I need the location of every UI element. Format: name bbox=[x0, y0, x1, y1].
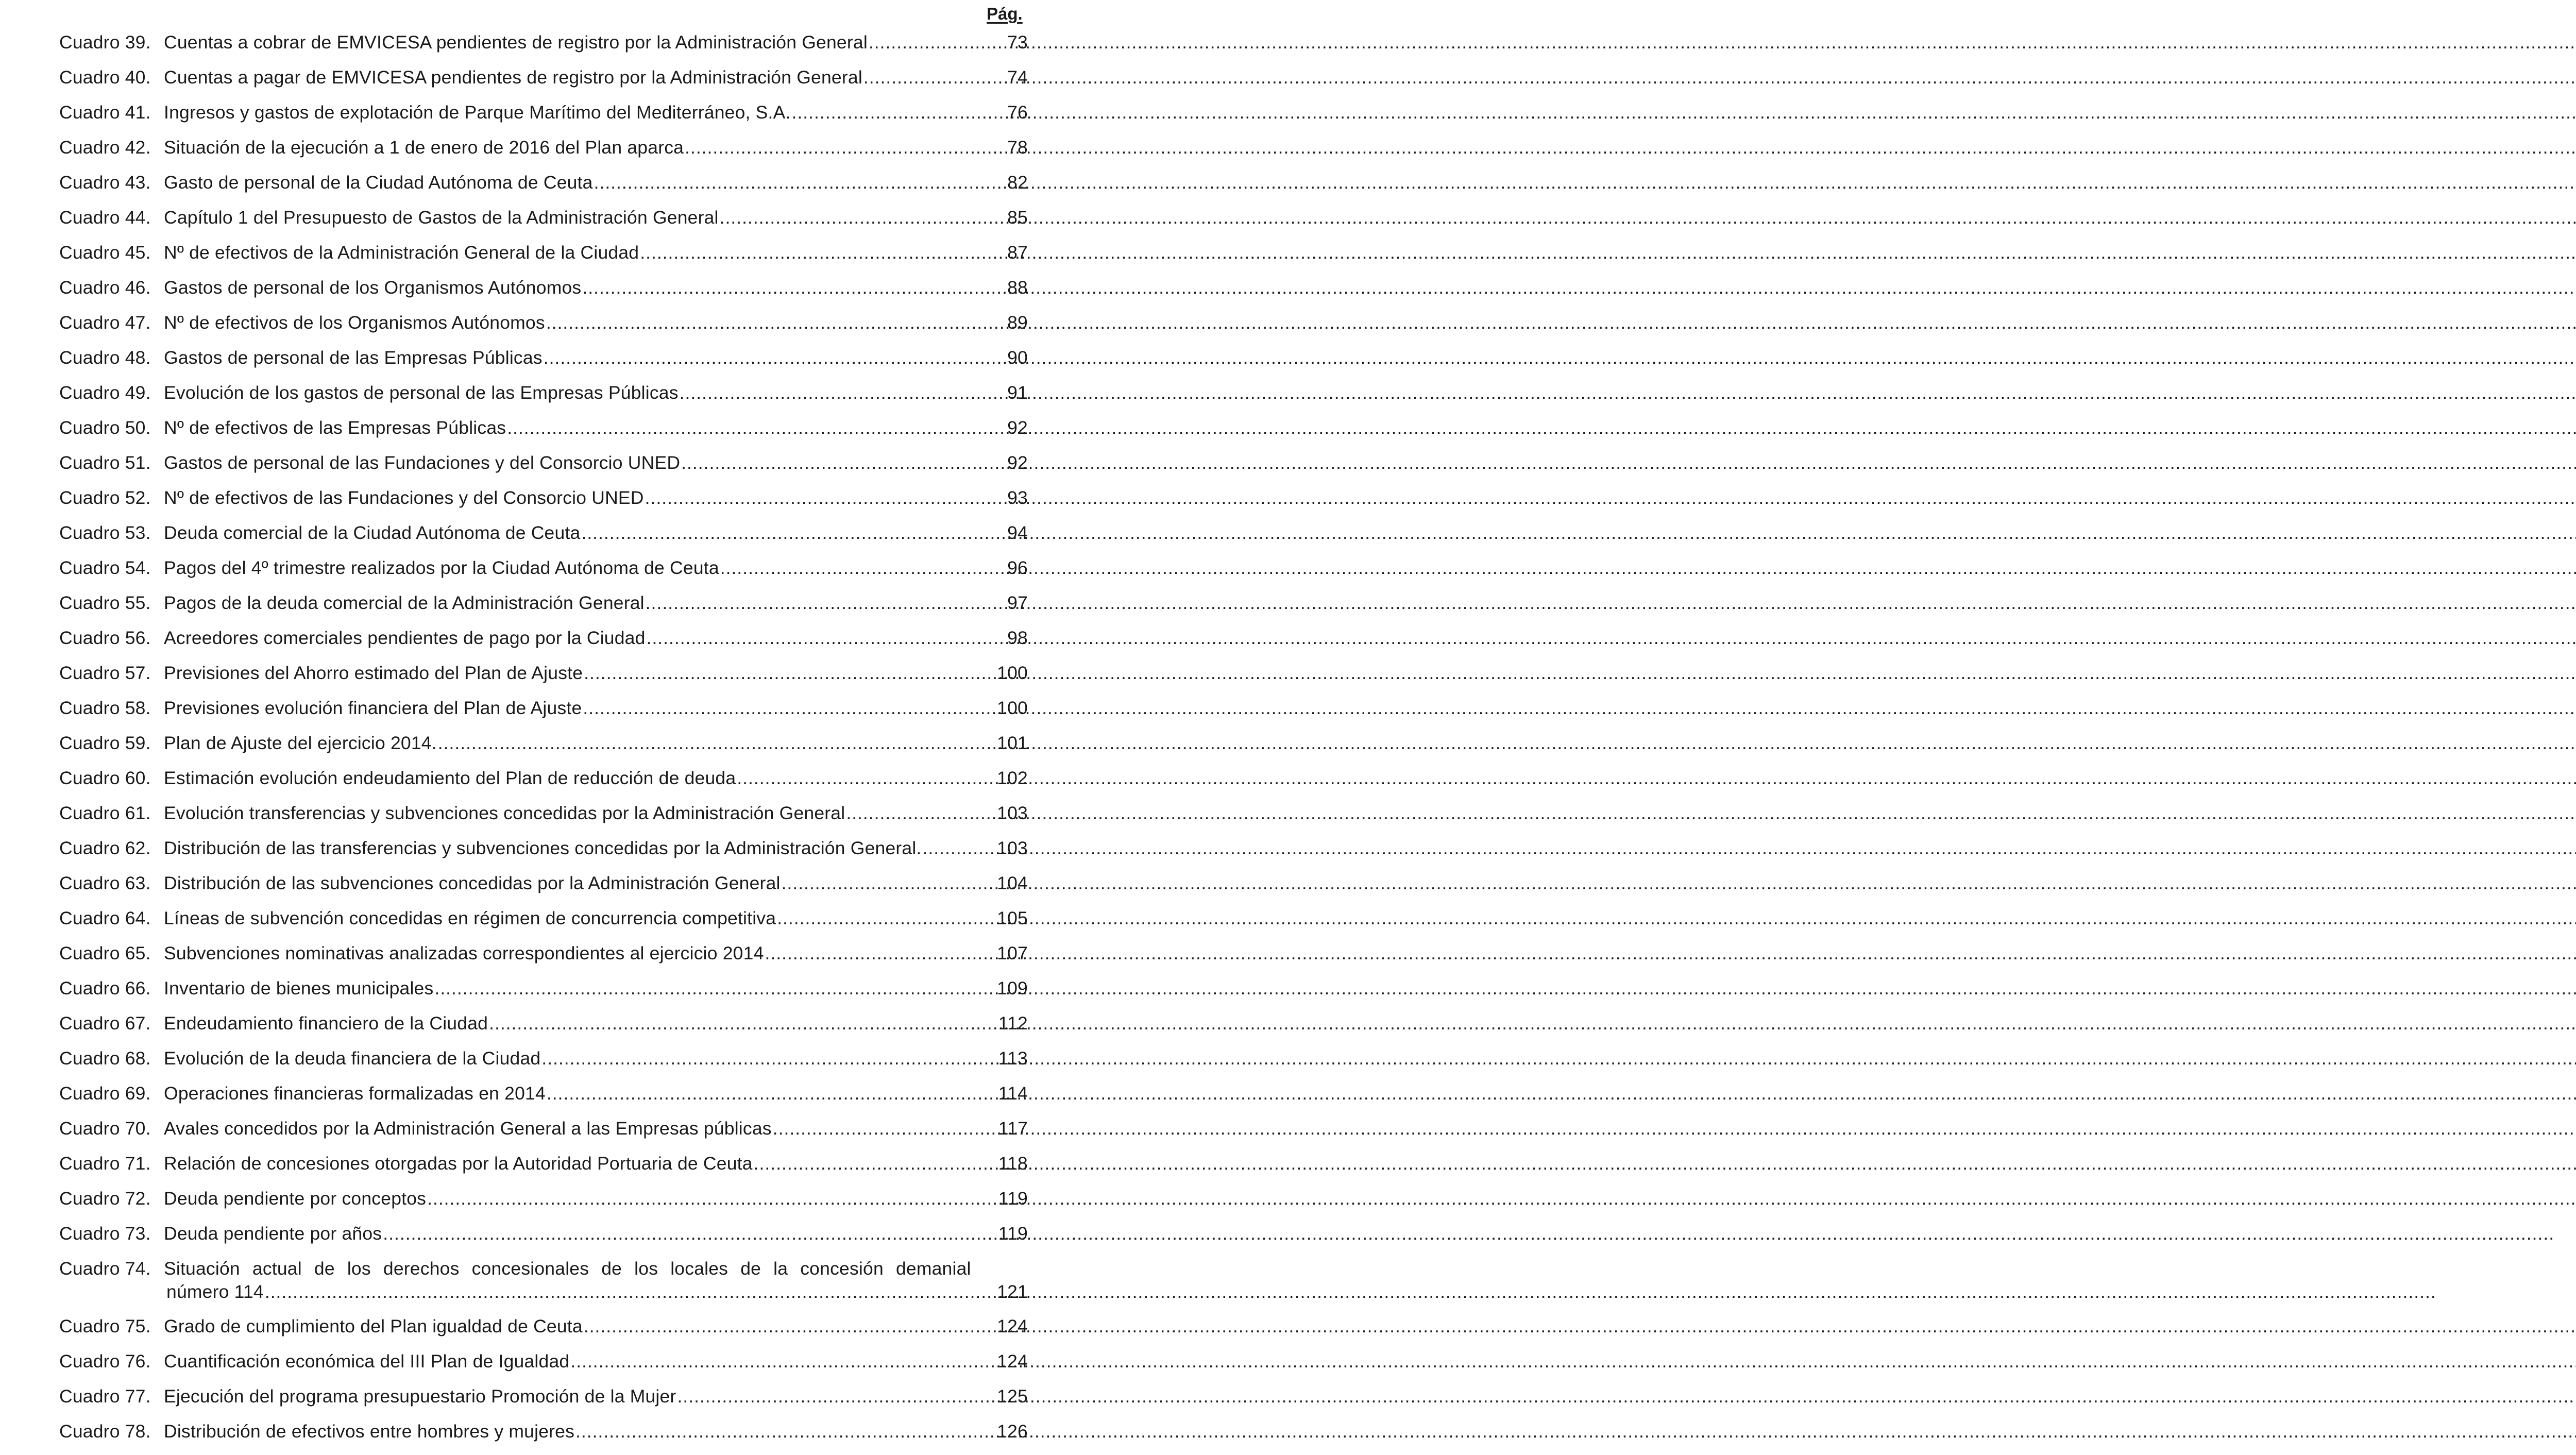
dot-leader bbox=[720, 206, 1006, 229]
toc-entry-page: 82 bbox=[1007, 172, 1028, 193]
toc-entry-title: Deuda pendiente por años bbox=[164, 1223, 382, 1244]
toc-entry-title: Estimación evolución endeudamiento del Plan de reducción de deuda bbox=[164, 768, 736, 788]
toc-entry-title: Subvenciones nominativas analizadas correspondientes al ejercicio 2014 bbox=[164, 943, 764, 963]
toc-entry-line2 bbox=[166, 1280, 1028, 1303]
toc-entry-label: Cuadro 62. bbox=[59, 838, 151, 858]
dot-leader bbox=[765, 942, 996, 965]
toc-entry[interactable] bbox=[59, 767, 1028, 802]
dot-leader bbox=[383, 1222, 997, 1245]
toc-entry-label: Cuadro 57. bbox=[59, 663, 151, 683]
dot-leader bbox=[265, 1280, 996, 1303]
dot-leader bbox=[547, 1082, 997, 1105]
toc-entry-label: Cuadro 77. bbox=[59, 1386, 151, 1407]
toc-entry[interactable] bbox=[59, 66, 1028, 101]
dot-leader bbox=[681, 451, 1006, 474]
toc-entry[interactable] bbox=[59, 1082, 1028, 1117]
toc-entry-title: Endeudamiento financiero de la Ciudad bbox=[164, 1013, 488, 1034]
toc-entry-label: Cuadro 44. bbox=[59, 207, 151, 228]
toc-entry-label: Cuadro 63. bbox=[59, 873, 151, 893]
toc-entry-label: Cuadro 42. bbox=[59, 137, 151, 158]
toc-entry[interactable] bbox=[59, 1350, 1028, 1385]
toc-entry-label: Cuadro 66. bbox=[59, 978, 151, 999]
toc-entry-page: 109 bbox=[997, 978, 1028, 999]
toc-entry-label: Cuadro 46. bbox=[59, 277, 151, 298]
dot-leader bbox=[647, 627, 1007, 649]
toc-entry-page: 114 bbox=[998, 1083, 1028, 1104]
toc-entry[interactable] bbox=[59, 276, 1028, 311]
toc-entry[interactable] bbox=[59, 451, 1028, 486]
dot-leader bbox=[584, 662, 996, 684]
toc-entry-title: Nº de efectivos de los Organismos Autónomos bbox=[164, 312, 545, 333]
toc-entry-title: Inventario de bienes municipales bbox=[164, 978, 434, 999]
toc-entry-title: Gastos de personal de las Empresas Públicas bbox=[164, 347, 543, 368]
toc-entry[interactable] bbox=[59, 241, 1028, 276]
toc-entry[interactable] bbox=[59, 1012, 1028, 1047]
dot-leader bbox=[541, 1047, 997, 1070]
toc-entry-title: Plan de Ajuste del ejercicio 2014. bbox=[164, 733, 437, 753]
toc-entry-title: Deuda pendiente por conceptos bbox=[164, 1188, 427, 1209]
toc-entry-page: 89 bbox=[1007, 312, 1028, 333]
toc-entry-label: Cuadro 76. bbox=[59, 1351, 151, 1372]
table-of-contents bbox=[59, 31, 1028, 1455]
toc-entry[interactable] bbox=[59, 521, 1028, 556]
toc-entry[interactable] bbox=[59, 697, 1028, 732]
toc-entry-page: 125 bbox=[997, 1386, 1028, 1407]
toc-entry-title: Previsiones del Ahorro estimado del Plan de Ajuste bbox=[164, 663, 583, 683]
toc-entries-after bbox=[59, 1315, 1028, 1455]
dot-leader bbox=[777, 907, 996, 929]
toc-entry[interactable] bbox=[59, 591, 1028, 627]
toc-entry-page: 126 bbox=[997, 1421, 1028, 1442]
toc-entry[interactable] bbox=[59, 907, 1028, 942]
dot-leader bbox=[570, 1350, 996, 1373]
toc-entry-label: Cuadro 69. bbox=[59, 1083, 151, 1104]
toc-entry-title: Gastos de personal de los Organismos Autónomos bbox=[164, 277, 582, 298]
toc-entry-page: 100 bbox=[997, 698, 1028, 718]
dot-leader bbox=[489, 1012, 997, 1035]
toc-entry-label: Cuadro 51. bbox=[59, 452, 151, 473]
dot-leader bbox=[581, 521, 1006, 544]
toc-entry-page: 88 bbox=[1007, 277, 1028, 298]
toc-entry-title: Gasto de personal de la Ciudad Autónoma de Ceuta bbox=[164, 172, 593, 193]
toc-entry[interactable] bbox=[59, 1257, 1028, 1315]
toc-entry-label: Cuadro 43. bbox=[59, 172, 151, 193]
toc-entry-title: Operaciones financieras formalizadas en 2014 bbox=[164, 1083, 546, 1104]
document-page bbox=[0, 0, 1095, 1442]
toc-entry-title: Distribución de las transferencias y subvenciones concedidas por la Administración General. bbox=[164, 838, 922, 858]
toc-entry-title: Pagos del 4º trimestre realizados por la Ciudad Autónoma de Ceuta bbox=[164, 557, 719, 578]
toc-entry[interactable] bbox=[59, 346, 1028, 381]
toc-entry[interactable] bbox=[59, 942, 1028, 977]
toc-entry-page: 97 bbox=[1007, 593, 1028, 613]
toc-entry-title: Ejecución del programa presupuestario Promoción de la Mujer bbox=[164, 1386, 676, 1407]
toc-entry-label: Cuadro 54. bbox=[59, 557, 151, 578]
toc-entry[interactable] bbox=[59, 1315, 1028, 1350]
toc-entry-title: Avales concedidos por la Administración General a las Empresas públicas bbox=[164, 1118, 772, 1139]
dot-leader bbox=[792, 101, 1007, 124]
dot-leader bbox=[782, 872, 996, 894]
toc-entry-page: 85 bbox=[1007, 207, 1028, 228]
dot-leader bbox=[544, 346, 1006, 369]
toc-entry-label: Cuadro 72. bbox=[59, 1188, 151, 1209]
toc-entry-page: 73 bbox=[1007, 32, 1028, 53]
toc-entry-label: Cuadro 56. bbox=[59, 628, 151, 648]
toc-entry-title: Situación de la ejecución a 1 de enero de 2016 del Plan aparca bbox=[164, 137, 684, 158]
toc-entry[interactable] bbox=[59, 732, 1028, 767]
dot-leader bbox=[594, 171, 1007, 194]
toc-entry-page: 112 bbox=[998, 1013, 1028, 1034]
toc-entry-label: Cuadro 64. bbox=[59, 908, 151, 928]
toc-entry[interactable] bbox=[59, 1047, 1028, 1082]
toc-entry-page: 94 bbox=[1007, 522, 1028, 543]
toc-entry-title: Cuantificación económica del III Plan de Igualdad bbox=[164, 1351, 570, 1372]
toc-entry-page: 117 bbox=[998, 1118, 1028, 1139]
toc-entry[interactable] bbox=[59, 662, 1028, 697]
toc-entry-page: 87 bbox=[1007, 242, 1028, 263]
dot-leader bbox=[680, 381, 1006, 404]
toc-entry-label: Cuadro 68. bbox=[59, 1048, 151, 1069]
toc-entry-title: Deuda comercial de la Ciudad Autónoma de Ceuta bbox=[164, 522, 581, 543]
toc-entry-page: 102 bbox=[997, 768, 1028, 788]
toc-entry-page: 119 bbox=[998, 1188, 1028, 1209]
dot-leader bbox=[646, 591, 1006, 614]
toc-entry-page: 90 bbox=[1007, 347, 1028, 368]
dot-leader bbox=[685, 136, 1006, 159]
dot-leader bbox=[584, 1315, 996, 1338]
toc-entry-page: 124 bbox=[997, 1316, 1028, 1336]
toc-entry-title: Distribución de las subvenciones concedidas por la Administración General bbox=[164, 873, 781, 893]
toc-entry-label: Cuadro 52. bbox=[59, 487, 151, 508]
toc-entry-page: 113 bbox=[998, 1048, 1028, 1069]
toc-entry[interactable] bbox=[59, 1222, 1028, 1257]
toc-entry-title: Situación actual de los derechos concesionales de los locales de la concesión demanial bbox=[164, 1258, 971, 1279]
toc-entry-title: Cuentas a cobrar de EMVICESA pendientes de registro por la Administración General bbox=[164, 32, 868, 53]
toc-entry-label: Cuadro 50. bbox=[59, 417, 151, 438]
dot-leader bbox=[507, 416, 1006, 439]
dot-leader bbox=[427, 1187, 997, 1210]
toc-entry-page: 118 bbox=[998, 1153, 1028, 1174]
toc-entry-label: Cuadro 74. bbox=[59, 1258, 151, 1279]
toc-entry[interactable] bbox=[59, 416, 1028, 451]
toc-entry-page: 103 bbox=[997, 803, 1028, 823]
toc-entry-label: Cuadro 47. bbox=[59, 312, 151, 333]
toc-entry-title: Nº de efectivos de las Fundaciones y del Consorcio UNED bbox=[164, 487, 644, 508]
toc-entry-title: Distribución de efectivos entre hombres y mujeres bbox=[164, 1421, 575, 1442]
dot-leader bbox=[923, 837, 996, 859]
toc-entry-page: 92 bbox=[1007, 417, 1028, 438]
toc-entry-page: 107 bbox=[997, 943, 1028, 963]
dot-leader bbox=[720, 556, 1006, 579]
toc-entry[interactable] bbox=[59, 381, 1028, 416]
toc-entry-label: Cuadro 73. bbox=[59, 1223, 151, 1244]
dot-leader bbox=[645, 486, 1006, 509]
toc-entry-title: Evolución de la deuda financiera de la Ciudad bbox=[164, 1048, 541, 1069]
toc-entry-page: 105 bbox=[997, 908, 1028, 928]
dot-leader bbox=[575, 1420, 996, 1443]
toc-entry-page: 91 bbox=[1007, 382, 1028, 403]
toc-entry-page: 100 bbox=[997, 663, 1028, 683]
toc-entry-page: 76 bbox=[1007, 102, 1028, 123]
toc-entry-label: Cuadro 65. bbox=[59, 943, 151, 963]
toc-entry[interactable] bbox=[59, 311, 1028, 346]
toc-entry-page: 92 bbox=[1007, 452, 1028, 473]
toc-entry[interactable] bbox=[59, 802, 1028, 837]
toc-entry-page: 103 bbox=[997, 838, 1028, 858]
toc-entry-title: Capítulo 1 del Presupuesto de Gastos de la Administración General bbox=[164, 207, 719, 228]
dot-leader bbox=[640, 241, 1006, 264]
toc-entry-page: 74 bbox=[1007, 67, 1028, 88]
toc-entry-page: 104 bbox=[997, 873, 1028, 893]
toc-entry-title: Gastos de personal de las Fundaciones y del Consorcio UNED bbox=[164, 452, 681, 473]
toc-entry-label: Cuadro 40. bbox=[59, 67, 151, 88]
toc-entry-page: 121 bbox=[997, 1281, 1028, 1302]
toc-entries bbox=[59, 31, 1028, 1257]
dot-leader bbox=[863, 66, 1006, 89]
toc-entry-page: 96 bbox=[1007, 557, 1028, 578]
toc-entry-page: 124 bbox=[997, 1351, 1028, 1372]
toc-entry[interactable] bbox=[59, 1187, 1028, 1222]
dot-leader bbox=[546, 311, 1006, 334]
toc-entry-label: Cuadro 60. bbox=[59, 768, 151, 788]
toc-entry[interactable] bbox=[59, 837, 1028, 872]
toc-entry-title: Pagos de la deuda comercial de la Administración General bbox=[164, 593, 645, 613]
toc-entry[interactable] bbox=[59, 101, 1028, 136]
toc-entry-label: Cuadro 53. bbox=[59, 522, 151, 543]
dot-leader bbox=[754, 1152, 997, 1175]
toc-entry-label: Cuadro 41. bbox=[59, 102, 151, 123]
dot-leader bbox=[677, 1385, 996, 1408]
toc-entry-label: Cuadro 59. bbox=[59, 733, 151, 753]
dot-leader bbox=[583, 697, 996, 719]
toc-entry[interactable] bbox=[59, 1385, 1028, 1420]
dot-leader bbox=[438, 732, 996, 754]
toc-entry[interactable] bbox=[59, 872, 1028, 907]
dot-leader bbox=[582, 276, 1006, 299]
toc-entry-label: Cuadro 78. bbox=[59, 1421, 151, 1442]
toc-entry[interactable] bbox=[59, 1117, 1028, 1152]
toc-entry-label: Cuadro 49. bbox=[59, 382, 151, 403]
toc-entry-title: Ingresos y gastos de explotación de Parque Marítimo del Mediterráneo, S.A. bbox=[164, 102, 791, 123]
toc-entry-title: Evolución transferencias y subvenciones concedidas por la Administración General bbox=[164, 803, 845, 823]
dot-leader bbox=[869, 31, 1006, 54]
toc-entry-label: Cuadro 61. bbox=[59, 803, 151, 823]
toc-entry-label: Cuadro 55. bbox=[59, 593, 151, 613]
dot-leader bbox=[846, 802, 996, 824]
toc-entry-page: 78 bbox=[1007, 137, 1028, 158]
toc-entry[interactable] bbox=[59, 556, 1028, 591]
page-column-header: Pág. bbox=[987, 4, 1023, 23]
toc-entry-label: Cuadro 71. bbox=[59, 1153, 151, 1174]
toc-entry[interactable] bbox=[59, 136, 1028, 171]
toc-entry-title: Evolución de los gastos de personal de las Empresas Públicas bbox=[164, 382, 679, 403]
toc-entry[interactable] bbox=[59, 1152, 1028, 1187]
toc-entry-page: 119 bbox=[998, 1223, 1028, 1244]
toc-entry[interactable] bbox=[59, 1420, 1028, 1455]
toc-entry-title: Acreedores comerciales pendientes de pago por la Ciudad bbox=[164, 628, 646, 648]
toc-entry-page: 98 bbox=[1007, 628, 1028, 648]
toc-entry[interactable] bbox=[59, 171, 1028, 206]
toc-entry-label: Cuadro 45. bbox=[59, 242, 151, 263]
toc-entry[interactable] bbox=[59, 486, 1028, 521]
toc-entry-label: Cuadro 70. bbox=[59, 1118, 151, 1139]
toc-entry-title: Líneas de subvención concedidas en régimen de concurrencia competitiva bbox=[164, 908, 776, 928]
toc-entry-page: 93 bbox=[1007, 487, 1028, 508]
toc-entry-title-continued: número 114 bbox=[166, 1281, 264, 1302]
toc-entry-label: Cuadro 67. bbox=[59, 1013, 151, 1034]
toc-entry-title: Cuentas a pagar de EMVICESA pendientes de registro por la Administración General bbox=[164, 67, 862, 88]
toc-entry-label: Cuadro 48. bbox=[59, 347, 151, 368]
dot-leader bbox=[737, 767, 996, 789]
toc-entry-title: Previsiones evolución financiera del Plan de Ajuste bbox=[164, 698, 582, 718]
toc-entry[interactable] bbox=[59, 206, 1028, 241]
toc-entry-title: Nº de efectivos de las Empresas Públicas bbox=[164, 417, 506, 438]
toc-entry-title: Relación de concesiones otorgadas por la Autoridad Portuaria de Ceuta bbox=[164, 1153, 753, 1174]
toc-entry-title: Grado de cumplimiento del Plan igualdad de Ceuta bbox=[164, 1316, 583, 1336]
toc-entry-label: Cuadro 58. bbox=[59, 698, 151, 718]
toc-entry-page: 101 bbox=[997, 733, 1028, 753]
toc-entry[interactable] bbox=[59, 627, 1028, 662]
toc-entry[interactable] bbox=[59, 31, 1028, 66]
toc-entry-line1 bbox=[59, 1257, 1028, 1280]
toc-entry-label: Cuadro 39. bbox=[59, 32, 151, 53]
toc-entry-label: Cuadro 75. bbox=[59, 1316, 151, 1336]
toc-entry[interactable] bbox=[59, 977, 1028, 1012]
toc-entry-title: Nº de efectivos de la Administración General de la Ciudad bbox=[164, 242, 639, 263]
dot-leader bbox=[773, 1117, 997, 1140]
dot-leader bbox=[434, 977, 996, 1000]
